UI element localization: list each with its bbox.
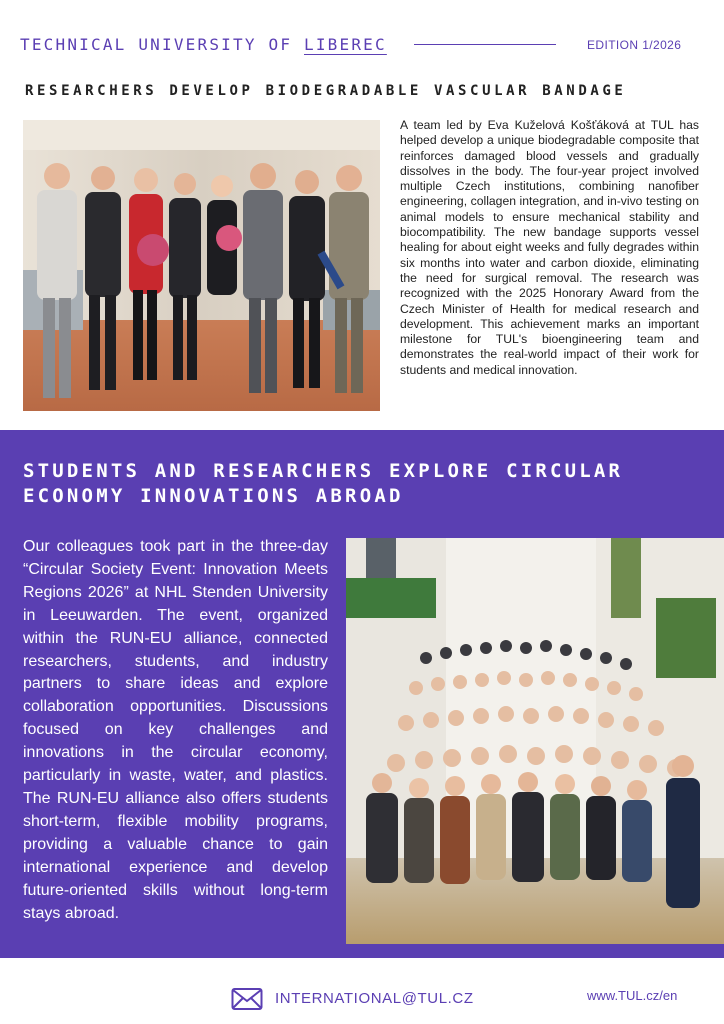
university-accent: LIBEREC bbox=[304, 35, 387, 54]
article1-body: A team led by Eva Kuželová Košťáková at TUL has helped develop a unique biodegradable composite that reinforces damaged blood vessels and gradually dissolves in the body. The four-year project involved multiple Czech institutions, combining nanofiber engineering, collagen integration, and in-vivo testing on animal models to ensure mechanical stability and biocompatibility. The new bandage supports vessel healing for about eight weeks and fully degrades within six months into water and carbon dioxide, eliminating the need for surgical removal. The research was recognized with the 2025 Honorary Award from the Czech Minister of Health for medical research and development. This achievement marks an important milestone for TUL's bioengineering team and demonstrates the real-world impact of their work for students and medical innovation. bbox=[400, 118, 699, 377]
edition-label: EDITION 1/2026 bbox=[587, 38, 682, 52]
page-header bbox=[0, 0, 724, 80]
award-ceremony-photo bbox=[23, 120, 380, 411]
article2-title-line1: STUDENTS AND RESEARCHERS EXPLORE CIRCULAR bbox=[23, 460, 624, 482]
website-link[interactable]: www.TUL.cz/en bbox=[587, 988, 678, 1003]
university-prefix: TECHNICAL UNIVERSITY OF bbox=[20, 35, 304, 54]
group-event-photo bbox=[346, 538, 724, 944]
article2-body: Our colleagues took part in the three-day “Circular Society Event: Innovation Meets Regions 2026” at NHL Stenden University in Leeuwarden. The event, organized within the RUN-EU alliance, connected researchers, students, and industry partners to share ideas and explore collaboration opportunities. Discussions focused on key challenges and innovations in the circular economy, particularly in waste, water, and plastics. The RUN-EU alliance also offers students short-term, flexible mobility programs, providing a valuable chance to gain international experience and develop future-oriented skills without long-term stays abroad. bbox=[23, 538, 328, 922]
header-divider bbox=[414, 44, 556, 45]
contact-email-link[interactable]: INTERNATIONAL@TUL.CZ bbox=[275, 990, 474, 1007]
award-ceremony-photo-illustration bbox=[23, 120, 380, 411]
envelope-icon bbox=[231, 987, 263, 1011]
article2-title bbox=[23, 459, 623, 509]
group-event-photo-illustration bbox=[346, 538, 724, 944]
article2-title-line2: ECONOMY INNOVATIONS ABROAD bbox=[23, 485, 404, 507]
article1-title: RESEARCHERS DEVELOP BIODEGRADABLE VASCULAR BANDAGE bbox=[25, 83, 627, 99]
university-title bbox=[20, 35, 387, 54]
